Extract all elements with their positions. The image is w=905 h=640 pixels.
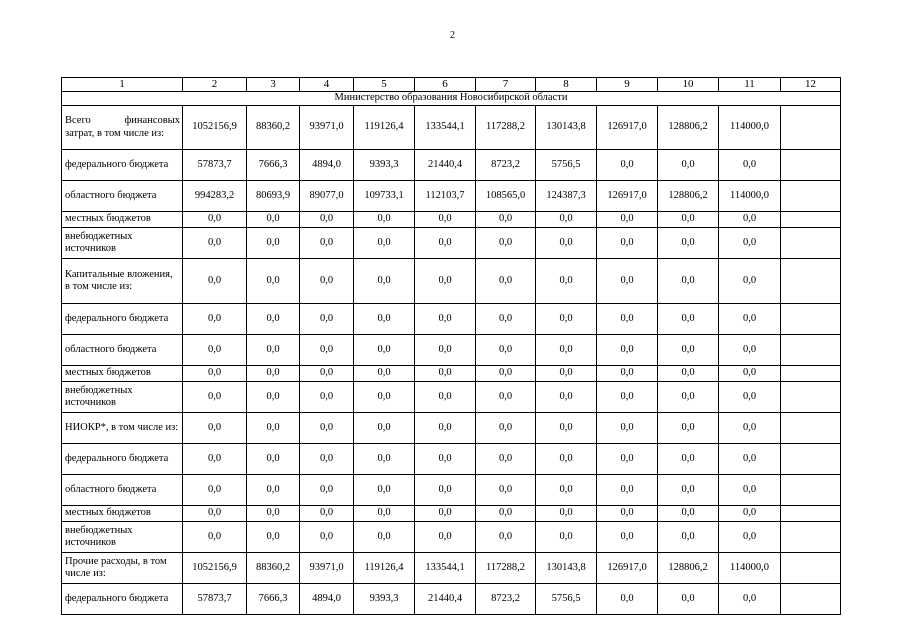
table-row xyxy=(62,106,841,150)
row-label: Прочие расходы, в том числе из: xyxy=(62,553,183,584)
value-cell: 0,0 xyxy=(247,366,300,382)
value-cell xyxy=(781,413,841,444)
value-cell: 0,0 xyxy=(354,228,415,259)
row-label: внебюджетных источников xyxy=(62,228,183,259)
value-cell: 0,0 xyxy=(354,335,415,366)
value-cell: 0,0 xyxy=(183,366,247,382)
value-cell: 0,0 xyxy=(658,335,719,366)
value-cell: 0,0 xyxy=(415,475,476,506)
value-cell: 0,0 xyxy=(597,304,658,335)
value-cell: 0,0 xyxy=(658,212,719,228)
header-cell: 10 xyxy=(658,78,719,92)
value-cell: 0,0 xyxy=(536,506,597,522)
value-cell: 0,0 xyxy=(183,228,247,259)
value-cell: 126917,0 xyxy=(597,181,658,212)
value-cell: 0,0 xyxy=(719,228,781,259)
value-cell: 0,0 xyxy=(536,413,597,444)
value-cell: 0,0 xyxy=(658,366,719,382)
value-cell: 0,0 xyxy=(719,304,781,335)
value-cell: 0,0 xyxy=(597,506,658,522)
value-cell: 0,0 xyxy=(719,506,781,522)
value-cell xyxy=(781,228,841,259)
value-cell: 0,0 xyxy=(536,522,597,553)
table-row xyxy=(62,444,841,475)
value-cell: 0,0 xyxy=(247,413,300,444)
table-row xyxy=(62,259,841,304)
value-cell xyxy=(781,444,841,475)
value-cell: 126917,0 xyxy=(597,553,658,584)
value-cell: 0,0 xyxy=(354,413,415,444)
value-cell: 0,0 xyxy=(476,444,536,475)
value-cell: 108565,0 xyxy=(476,181,536,212)
header-cell: 8 xyxy=(536,78,597,92)
value-cell: 0,0 xyxy=(536,335,597,366)
header-cell: 3 xyxy=(247,78,300,92)
value-cell: 21440,4 xyxy=(415,584,476,615)
value-cell: 0,0 xyxy=(415,304,476,335)
value-cell: 0,0 xyxy=(597,366,658,382)
value-cell: 4894,0 xyxy=(300,150,354,181)
value-cell: 0,0 xyxy=(476,228,536,259)
value-cell: 119126,4 xyxy=(354,553,415,584)
value-cell: 0,0 xyxy=(247,259,300,304)
value-cell: 80693,9 xyxy=(247,181,300,212)
value-cell: 130143,8 xyxy=(536,106,597,150)
value-cell: 0,0 xyxy=(658,304,719,335)
header-cell: 9 xyxy=(597,78,658,92)
value-cell: 0,0 xyxy=(300,335,354,366)
value-cell: 0,0 xyxy=(300,366,354,382)
value-cell xyxy=(781,506,841,522)
value-cell: 133544,1 xyxy=(415,553,476,584)
value-cell: 0,0 xyxy=(300,382,354,413)
value-cell: 117288,2 xyxy=(476,106,536,150)
value-cell xyxy=(781,212,841,228)
value-cell: 7666,3 xyxy=(247,150,300,181)
value-cell: 0,0 xyxy=(247,522,300,553)
value-cell xyxy=(781,150,841,181)
value-cell: 0,0 xyxy=(658,522,719,553)
value-cell: 0,0 xyxy=(300,304,354,335)
row-label: внебюджетных источников xyxy=(62,522,183,553)
value-cell: 0,0 xyxy=(247,335,300,366)
value-cell: 0,0 xyxy=(719,522,781,553)
table-row xyxy=(62,150,841,181)
table-row xyxy=(62,212,841,228)
page-number: 2 xyxy=(450,30,455,41)
value-cell: 0,0 xyxy=(415,259,476,304)
row-label: федерального бюджета xyxy=(62,304,183,335)
row-label: областного бюджета xyxy=(62,181,183,212)
value-cell: 114000,0 xyxy=(719,553,781,584)
value-cell: 21440,4 xyxy=(415,150,476,181)
value-cell: 0,0 xyxy=(476,212,536,228)
value-cell: 0,0 xyxy=(415,522,476,553)
row-label: областного бюджета xyxy=(62,335,183,366)
value-cell xyxy=(781,522,841,553)
value-cell: 0,0 xyxy=(300,212,354,228)
header-cell: 11 xyxy=(719,78,781,92)
value-cell: 0,0 xyxy=(354,506,415,522)
value-cell: 133544,1 xyxy=(415,106,476,150)
value-cell: 0,0 xyxy=(247,475,300,506)
table-row xyxy=(62,181,841,212)
value-cell: 0,0 xyxy=(354,212,415,228)
value-cell: 0,0 xyxy=(415,335,476,366)
row-label: местных бюджетов xyxy=(62,366,183,382)
row-label: федерального бюджета xyxy=(62,444,183,475)
value-cell: 0,0 xyxy=(536,366,597,382)
table-row xyxy=(62,553,841,584)
row-label: местных бюджетов xyxy=(62,212,183,228)
value-cell: 0,0 xyxy=(247,382,300,413)
value-cell: 109733,1 xyxy=(354,181,415,212)
value-cell: 0,0 xyxy=(247,212,300,228)
value-cell xyxy=(781,181,841,212)
header-row xyxy=(62,78,841,92)
value-cell: 0,0 xyxy=(183,335,247,366)
value-cell: 0,0 xyxy=(658,475,719,506)
value-cell xyxy=(781,335,841,366)
value-cell: 128806,2 xyxy=(658,553,719,584)
row-label: федерального бюджета xyxy=(62,150,183,181)
value-cell: 93971,0 xyxy=(300,553,354,584)
value-cell: 0,0 xyxy=(415,506,476,522)
value-cell: 0,0 xyxy=(658,382,719,413)
value-cell: 0,0 xyxy=(300,506,354,522)
value-cell: 0,0 xyxy=(597,522,658,553)
value-cell: 0,0 xyxy=(719,335,781,366)
value-cell: 1052156,9 xyxy=(183,553,247,584)
value-cell: 9393,3 xyxy=(354,150,415,181)
value-cell: 0,0 xyxy=(476,506,536,522)
value-cell: 114000,0 xyxy=(719,106,781,150)
value-cell: 0,0 xyxy=(597,475,658,506)
value-cell: 130143,8 xyxy=(536,553,597,584)
value-cell: 0,0 xyxy=(536,259,597,304)
table-row xyxy=(62,304,841,335)
header-cell: 4 xyxy=(300,78,354,92)
value-cell: 0,0 xyxy=(415,228,476,259)
value-cell: 88360,2 xyxy=(247,553,300,584)
value-cell: 0,0 xyxy=(183,413,247,444)
value-cell: 0,0 xyxy=(247,506,300,522)
table-row xyxy=(62,506,841,522)
value-cell: 0,0 xyxy=(719,150,781,181)
value-cell: 0,0 xyxy=(658,413,719,444)
value-cell: 0,0 xyxy=(536,304,597,335)
value-cell: 57873,7 xyxy=(183,150,247,181)
value-cell: 0,0 xyxy=(476,522,536,553)
value-cell: 0,0 xyxy=(183,522,247,553)
row-label: НИОКР*, в том числе из: xyxy=(62,413,183,444)
value-cell: 0,0 xyxy=(536,212,597,228)
value-cell xyxy=(781,366,841,382)
value-cell xyxy=(781,475,841,506)
value-cell: 0,0 xyxy=(719,413,781,444)
value-cell: 0,0 xyxy=(597,212,658,228)
value-cell: 0,0 xyxy=(476,475,536,506)
value-cell: 126917,0 xyxy=(597,106,658,150)
value-cell: 0,0 xyxy=(300,259,354,304)
value-cell: 0,0 xyxy=(536,382,597,413)
value-cell: 0,0 xyxy=(719,444,781,475)
value-cell: 0,0 xyxy=(300,228,354,259)
value-cell: 0,0 xyxy=(658,150,719,181)
value-cell: 0,0 xyxy=(247,444,300,475)
value-cell: 0,0 xyxy=(183,444,247,475)
value-cell: 0,0 xyxy=(597,335,658,366)
header-cell: 6 xyxy=(415,78,476,92)
row-label: Капитальные вложения, в том числе из: xyxy=(62,259,183,304)
value-cell: 0,0 xyxy=(719,382,781,413)
section-row xyxy=(62,92,841,106)
value-cell: 0,0 xyxy=(300,444,354,475)
row-label: Всего финансовых затрат, в том числе из: xyxy=(62,106,183,150)
value-cell: 0,0 xyxy=(597,413,658,444)
value-cell xyxy=(781,304,841,335)
header-cell: 12 xyxy=(781,78,841,92)
value-cell: 119126,4 xyxy=(354,106,415,150)
value-cell: 0,0 xyxy=(719,475,781,506)
section-title: Министерство образования Новосибирской области xyxy=(62,92,841,106)
value-cell: 0,0 xyxy=(354,366,415,382)
value-cell: 5756,5 xyxy=(536,584,597,615)
value-cell: 0,0 xyxy=(183,506,247,522)
value-cell: 0,0 xyxy=(415,366,476,382)
value-cell: 0,0 xyxy=(183,259,247,304)
table-row xyxy=(62,413,841,444)
header-cell: 2 xyxy=(183,78,247,92)
value-cell: 8723,2 xyxy=(476,584,536,615)
value-cell: 0,0 xyxy=(183,382,247,413)
value-cell: 88360,2 xyxy=(247,106,300,150)
value-cell: 0,0 xyxy=(247,304,300,335)
value-cell: 7666,3 xyxy=(247,584,300,615)
header-cell: 7 xyxy=(476,78,536,92)
value-cell: 0,0 xyxy=(415,413,476,444)
value-cell xyxy=(781,553,841,584)
value-cell: 5756,5 xyxy=(536,150,597,181)
value-cell xyxy=(781,584,841,615)
value-cell: 0,0 xyxy=(354,259,415,304)
value-cell: 0,0 xyxy=(597,584,658,615)
financing-table xyxy=(61,77,841,615)
value-cell: 0,0 xyxy=(658,259,719,304)
value-cell: 0,0 xyxy=(415,444,476,475)
value-cell: 0,0 xyxy=(597,228,658,259)
value-cell: 0,0 xyxy=(476,382,536,413)
value-cell: 128806,2 xyxy=(658,106,719,150)
value-cell: 0,0 xyxy=(183,304,247,335)
value-cell: 0,0 xyxy=(658,506,719,522)
value-cell: 0,0 xyxy=(300,413,354,444)
value-cell xyxy=(781,106,841,150)
row-label: внебюджетных источников xyxy=(62,382,183,413)
table-row xyxy=(62,228,841,259)
value-cell: 0,0 xyxy=(719,212,781,228)
value-cell: 0,0 xyxy=(658,444,719,475)
table-row xyxy=(62,366,841,382)
value-cell: 128806,2 xyxy=(658,181,719,212)
value-cell: 0,0 xyxy=(183,475,247,506)
value-cell: 0,0 xyxy=(300,522,354,553)
value-cell: 0,0 xyxy=(597,259,658,304)
value-cell: 0,0 xyxy=(536,475,597,506)
value-cell: 4894,0 xyxy=(300,584,354,615)
value-cell: 0,0 xyxy=(719,259,781,304)
value-cell: 9393,3 xyxy=(354,584,415,615)
value-cell: 0,0 xyxy=(354,522,415,553)
value-cell: 0,0 xyxy=(658,228,719,259)
value-cell: 1052156,9 xyxy=(183,106,247,150)
table-row xyxy=(62,382,841,413)
row-label: местных бюджетов xyxy=(62,506,183,522)
value-cell: 0,0 xyxy=(597,444,658,475)
value-cell: 0,0 xyxy=(476,413,536,444)
value-cell: 0,0 xyxy=(354,304,415,335)
value-cell: 0,0 xyxy=(247,228,300,259)
value-cell: 93971,0 xyxy=(300,106,354,150)
value-cell: 0,0 xyxy=(415,212,476,228)
table-row xyxy=(62,335,841,366)
table-row xyxy=(62,475,841,506)
value-cell: 0,0 xyxy=(183,212,247,228)
value-cell: 0,0 xyxy=(476,335,536,366)
value-cell: 89077,0 xyxy=(300,181,354,212)
value-cell: 57873,7 xyxy=(183,584,247,615)
value-cell: 0,0 xyxy=(354,444,415,475)
value-cell: 112103,7 xyxy=(415,181,476,212)
value-cell xyxy=(781,382,841,413)
value-cell: 114000,0 xyxy=(719,181,781,212)
value-cell: 0,0 xyxy=(476,259,536,304)
value-cell: 0,0 xyxy=(597,150,658,181)
header-cell: 5 xyxy=(354,78,415,92)
header-cell: 1 xyxy=(62,78,183,92)
value-cell: 0,0 xyxy=(354,382,415,413)
value-cell: 0,0 xyxy=(719,584,781,615)
value-cell: 124387,3 xyxy=(536,181,597,212)
table-body xyxy=(62,78,841,615)
row-label: областного бюджета xyxy=(62,475,183,506)
value-cell: 0,0 xyxy=(719,366,781,382)
value-cell: 0,0 xyxy=(415,382,476,413)
value-cell: 0,0 xyxy=(354,475,415,506)
value-cell: 8723,2 xyxy=(476,150,536,181)
table-row xyxy=(62,522,841,553)
value-cell: 0,0 xyxy=(300,475,354,506)
value-cell: 0,0 xyxy=(476,304,536,335)
table-row xyxy=(62,584,841,615)
value-cell xyxy=(781,259,841,304)
value-cell: 0,0 xyxy=(597,382,658,413)
value-cell: 0,0 xyxy=(476,366,536,382)
value-cell: 117288,2 xyxy=(476,553,536,584)
value-cell: 994283,2 xyxy=(183,181,247,212)
row-label: федерального бюджета xyxy=(62,584,183,615)
value-cell: 0,0 xyxy=(536,228,597,259)
value-cell: 0,0 xyxy=(658,584,719,615)
value-cell: 0,0 xyxy=(536,444,597,475)
